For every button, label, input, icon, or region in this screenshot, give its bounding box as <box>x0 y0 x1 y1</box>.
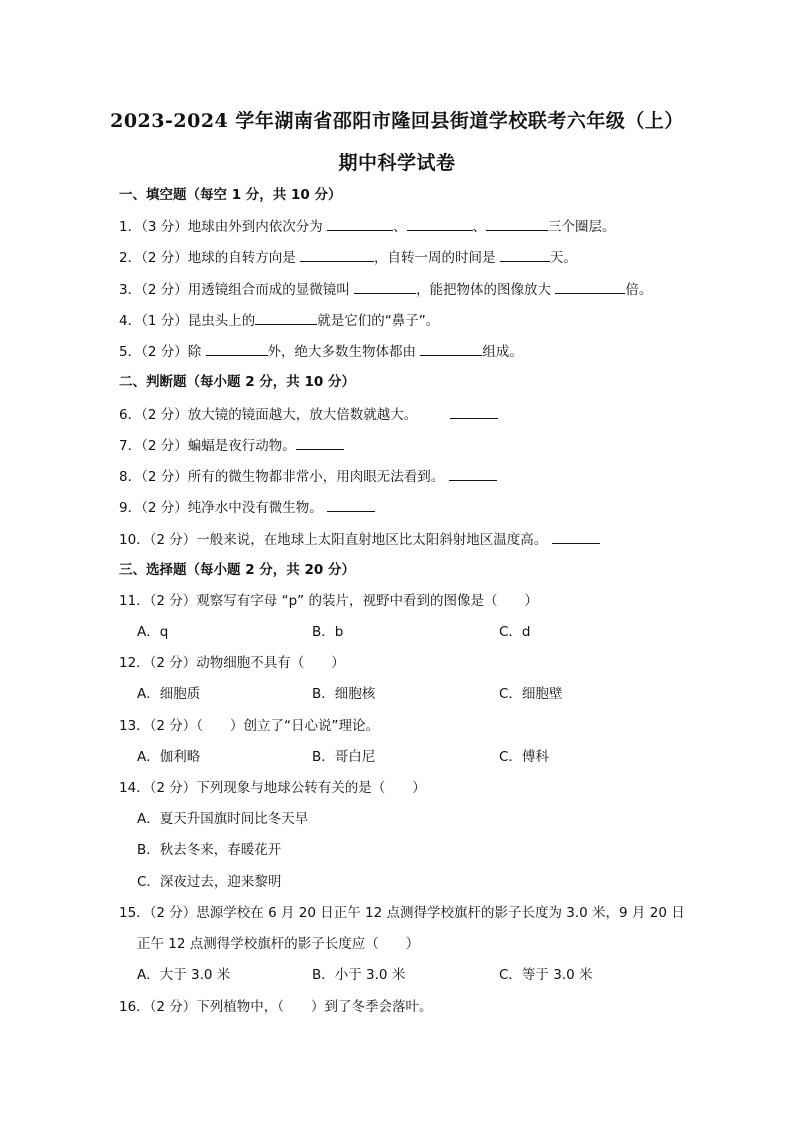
question-1: 1．（3 分）地球由外到内依次分为 、 、 三个圈层。 <box>119 216 616 237</box>
answer-blank[interactable] <box>450 404 498 419</box>
answer-blank[interactable] <box>500 247 550 262</box>
option-a[interactable]: A．q <box>137 624 169 640</box>
section-true-false: 二、判断题（每小题 2 分，共 10 分） <box>119 374 355 390</box>
question-9: 9．（2 分）纯净水中没有微生物。 <box>119 497 375 518</box>
answer-blank[interactable] <box>552 529 600 544</box>
question-8: 8．（2 分）所有的微生物都非常小，用肉眼无法看到。 <box>119 466 497 487</box>
answer-blank[interactable] <box>354 279 416 294</box>
answer-blank[interactable] <box>255 310 317 325</box>
question-12-stem: 12．（2 分）动物细胞不具有（ ） <box>119 655 345 671</box>
answer-blank[interactable] <box>555 279 625 294</box>
answer-blank[interactable] <box>327 497 375 512</box>
option-c[interactable]: C．傅科 <box>499 749 549 765</box>
exam-title-line2: 期中科学试卷 <box>338 152 456 174</box>
section-fill-in: 一、填空题（每空 1 分，共 10 分） <box>119 187 342 203</box>
question-10: 10．（2 分）一般来说，在地球上太阳直射地区比太阳斜射地区温度高。 <box>119 529 600 550</box>
answer-blank[interactable] <box>327 216 393 231</box>
option-a[interactable]: A．细胞质 <box>137 686 201 702</box>
option-c[interactable]: C．细胞壁 <box>499 686 563 702</box>
question-5: 5．（2 分）除 外，绝大多数生物体都由 组成。 <box>119 341 523 362</box>
answer-blank[interactable] <box>300 247 374 262</box>
question-11-stem: 11．（2 分）观察写有字母 “p” 的装片，视野中看到的图像是（ ） <box>119 593 538 609</box>
section-multiple-choice: 三、选择题（每小题 2 分，共 20 分） <box>119 562 355 578</box>
option-b[interactable]: B．b <box>312 624 344 640</box>
option-a[interactable]: A．伽利略 <box>137 749 201 765</box>
answer-blank[interactable] <box>486 216 548 231</box>
answer-blank[interactable] <box>449 466 497 481</box>
question-14-stem: 14．（2 分）下列现象与地球公转有关的是（ ） <box>119 780 426 796</box>
answer-blank[interactable] <box>407 216 473 231</box>
option-c[interactable]: C．深夜过去，迎来黎明 <box>137 874 282 890</box>
question-16-stem: 16．（2 分）下列植物中，（ ）到了冬季会落叶。 <box>119 999 433 1015</box>
option-b[interactable]: B．秋去冬来，春暖花开 <box>137 842 282 858</box>
question-3: 3．（2 分）用透镜组合而成的显微镜叫 ，能把物体的图像放大 倍。 <box>119 279 652 300</box>
answer-blank[interactable] <box>296 435 344 450</box>
option-a[interactable]: A．夏天升国旗时间比冬天早 <box>137 811 309 827</box>
option-c[interactable]: C．d <box>499 624 531 640</box>
question-15-stem-continued: 正午 12 点测得学校旗杆的影子长度应（ ） <box>137 936 420 952</box>
question-4: 4．（1 分）昆虫头上的 就是它们的“鼻子”。 <box>119 310 439 331</box>
question-13-stem: 13．（2 分）（ ）创立了“日心说”理论。 <box>119 718 380 734</box>
answer-blank[interactable] <box>206 341 268 356</box>
question-15-stem: 15．（2 分）思源学校在 6 月 20 日正午 12 点测得学校旗杆的影子长度为 3.0 米，9 月 20 日 <box>119 905 685 921</box>
option-a[interactable]: A．大于 3.0 米 <box>137 967 231 983</box>
question-7: 7．（2 分）蝙蝠是夜行动物。 <box>119 435 344 456</box>
option-b[interactable]: B．细胞核 <box>312 686 376 702</box>
exam-title-line1: 2023-2024 学年湖南省邵阳市隆回县街道学校联考六年级（上） <box>110 110 684 132</box>
option-c[interactable]: C．等于 3.0 米 <box>499 967 593 983</box>
option-b[interactable]: B．哥白尼 <box>312 749 376 765</box>
question-2: 2．（2 分）地球的自转方向是 ，自转一周的时间是 天。 <box>119 247 577 268</box>
question-6: 6．（2 分）放大镜的镜面越大，放大倍数就越大。 <box>119 404 498 425</box>
option-b[interactable]: B．小于 3.0 米 <box>312 967 406 983</box>
answer-blank[interactable] <box>420 341 482 356</box>
